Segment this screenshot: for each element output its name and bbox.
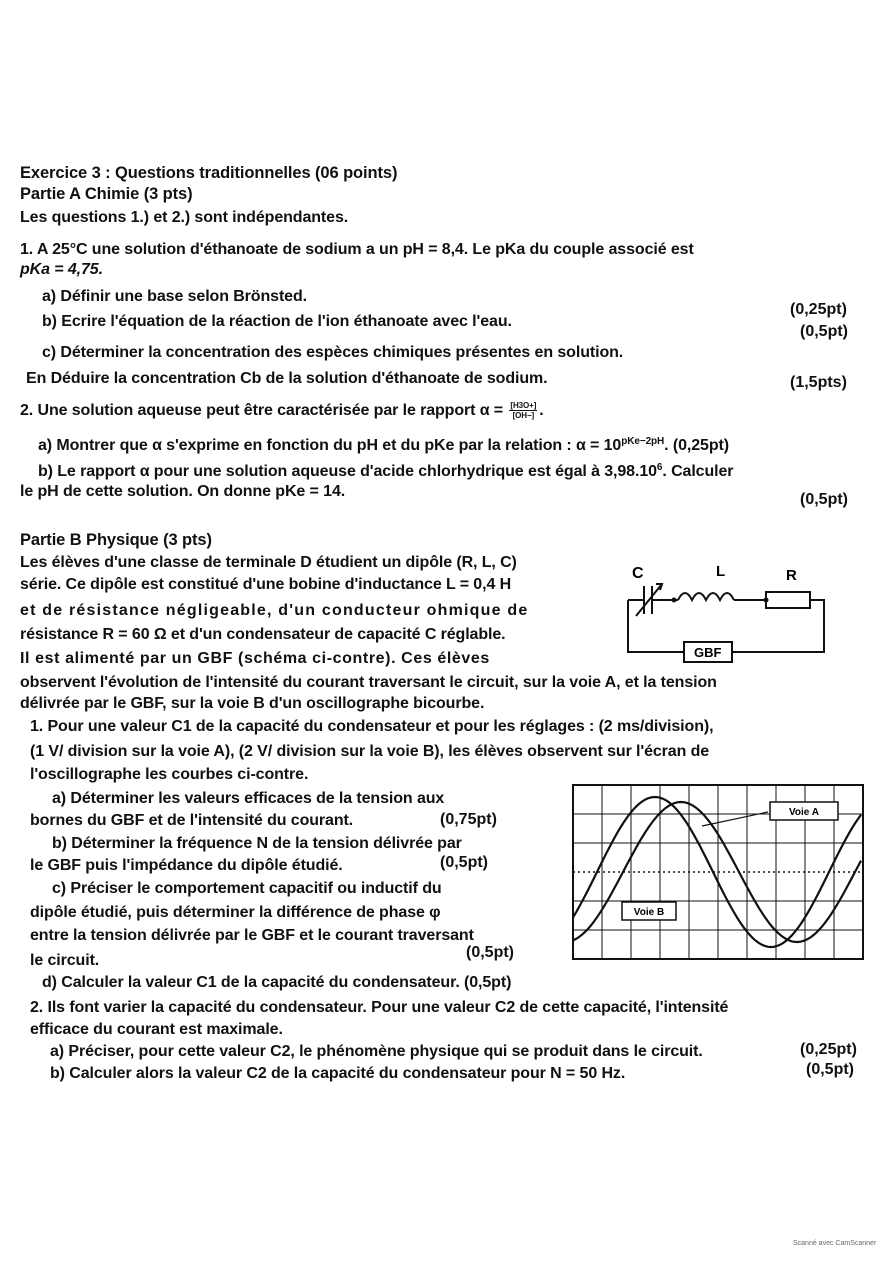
exercise-title: Exercice 3 : Questions traditionnelles (06 points) xyxy=(20,164,398,182)
part-a-intro: Les questions 1.) et 2.) sont indépendantes. xyxy=(20,209,349,226)
part-a-q1-line1: 1. A 25°C une solution d'éthanoate de sodium a un pH = 8,4. Le pKa du couple associé est xyxy=(20,241,694,258)
part-a-q1a-points: (0,25pt) xyxy=(790,301,847,318)
oscilloscope-screen xyxy=(572,784,864,960)
part-b-q2b-points: (0,5pt) xyxy=(806,1061,854,1078)
circuit-node-dot xyxy=(764,598,769,603)
part-a-q2a-points: . (0,25pt) xyxy=(664,437,729,454)
alpha-fraction-denominator: [OH−] xyxy=(512,411,535,421)
part-a-q2a xyxy=(38,432,729,456)
part-a-title: Partie A Chimie (3 pts) xyxy=(20,185,193,203)
part-a-q2-text: 2. Une solution aqueuse peut être caractérisée par le rapport α = xyxy=(20,402,504,419)
part-b-q1-line3: l'oscillographe les courbes ci-contre. xyxy=(30,766,309,783)
part-a-q1b-points: (0,5pt) xyxy=(800,323,848,340)
scanner-caption: Scanné avec CamScanner xyxy=(793,1240,877,1247)
part-b-q1b-line1: b) Déterminer la fréquence N de la tension délivrée par xyxy=(52,835,462,852)
part-b-q1c-line3: entre la tension délivrée par le GBF et le courant traversant xyxy=(30,927,474,944)
part-b-p1: Les élèves d'une classe de terminale D étudient un dipôle (R, L, C) xyxy=(20,554,517,571)
part-b-p4: résistance R = 60 Ω et d'un condensateur de capacité C réglable. xyxy=(20,626,506,643)
part-b-q2b: b) Calculer alors la valeur C2 de la capacité du condensateur pour N = 50 Hz. xyxy=(50,1065,626,1082)
part-a-q2b-line2: le pH de cette solution. On donne pKe = 14. xyxy=(20,483,346,500)
part-b-q1d: d) Calculer la valeur C1 de la capacité du condensateur. (0,5pt) xyxy=(42,974,512,991)
part-b-q1b-line2: le GBF puis l'impédance du dipôle étudié. xyxy=(30,857,343,874)
part-a-q2b-line1 xyxy=(38,458,733,482)
circuit-node-dot xyxy=(672,598,677,603)
voie-b-label: Voie B xyxy=(633,907,665,918)
part-b-p2: série. Ce dipôle est constitué d'une bobine d'inductance L = 0,4 H xyxy=(20,576,512,593)
part-a-q2a-text: a) Montrer que α s'exprime en fonction du pH et du pKe par la relation : α = 10 xyxy=(38,437,622,454)
part-a-q2b-text: b) Le rapport α pour une solution aqueuse d'acide chlorhydrique est égal à 3,98.10 xyxy=(38,463,657,480)
circuit-label-l: L xyxy=(716,563,726,580)
circuit-diagram xyxy=(620,556,830,664)
part-b-q2a: a) Préciser, pour cette valeur C2, le phénomène physique qui se produit dans le circuit. xyxy=(50,1043,703,1060)
part-b-q1a-points: (0,75pt) xyxy=(440,811,497,828)
part-a-q1b: b) Ecrire l'équation de la réaction de l'ion éthanoate avec l'eau. xyxy=(42,313,512,330)
part-a-q2b-exponent: 6 xyxy=(656,462,663,473)
part-a-q1c: c) Déterminer la concentration des espèces chimiques présentes en solution. xyxy=(42,344,624,361)
part-b-p5: Il est alimenté par un GBF (schéma ci-contre). Ces élèves xyxy=(20,650,490,667)
part-a-q2b-text-end: . Calculer xyxy=(662,463,734,480)
part-a-q2b-points: (0,5pt) xyxy=(800,491,848,508)
part-b-q1c-line2: dipôle étudié, puis déterminer la différence de phase φ xyxy=(30,904,441,921)
part-b-q1a-line2: bornes du GBF et de l'intensité du courant. xyxy=(30,812,354,829)
part-a-q1c-line2: En Déduire la concentration Cb de la solution d'éthanoate de sodium. xyxy=(26,370,548,387)
part-a-q2-line1: 2. Une solution aqueuse peut être caractérisée par le rapport α = $\frac{[H3O+]}{[OH-]}$ . xyxy=(20,401,544,421)
voie-a-label: Voie A xyxy=(788,807,820,818)
part-b-q1c-line1: c) Préciser le comportement capacitif ou inductif du xyxy=(52,880,442,897)
part-a-q1a: a) Définir une base selon Brönsted. xyxy=(42,288,308,305)
circuit-label-c: C xyxy=(632,565,644,582)
part-b-q1b-points: (0,5pt) xyxy=(440,854,488,871)
part-b-q2-line2: efficace du courant est maximale. xyxy=(30,1021,283,1038)
part-b-q2-line1: 2. Ils font varier la capacité du condensateur. Pour une valeur C2 de cette capacité, l'intensité xyxy=(30,999,729,1016)
part-a-q1c-points: (1,5pts) xyxy=(790,374,847,391)
part-b-q1c-line4: le circuit. xyxy=(30,952,100,969)
part-a-q1-line2: pKa = 4,75. xyxy=(20,261,103,278)
part-b-p3: et de résistance négligeable, d'un conducteur ohmique de xyxy=(20,602,529,619)
part-b-p6: observent l'évolution de l'intensité du courant traversant le circuit, sur la voie A, et la tension xyxy=(20,674,717,691)
circuit-label-gbf: GBF xyxy=(694,645,722,660)
part-b-q1c-points: (0,5pt) xyxy=(466,944,514,961)
alpha-fraction xyxy=(509,401,537,420)
part-a-q2a-exponent: pKe−2pH xyxy=(621,436,665,447)
part-b-q2a-points: (0,25pt) xyxy=(800,1041,857,1058)
alpha-fraction-numerator: [H3O+] xyxy=(510,401,537,411)
circuit-label-r: R xyxy=(786,567,797,584)
part-b-q1-line1: 1. Pour une valeur C1 de la capacité du condensateur et pour les réglages : (2 ms/division), xyxy=(30,718,714,735)
part-b-q1-line2: (1 V/ division sur la voie A), (2 V/ division sur la voie B), les élèves observent sur l'écran de xyxy=(30,743,710,760)
part-b-title: Partie B Physique (3 pts) xyxy=(20,531,212,549)
part-b-p7: délivrée par le GBF, sur la voie B d'un oscillographe bicourbe. xyxy=(20,695,485,712)
part-b-q1a-line1: a) Déterminer les valeurs efficaces de la tension aux xyxy=(52,790,445,807)
